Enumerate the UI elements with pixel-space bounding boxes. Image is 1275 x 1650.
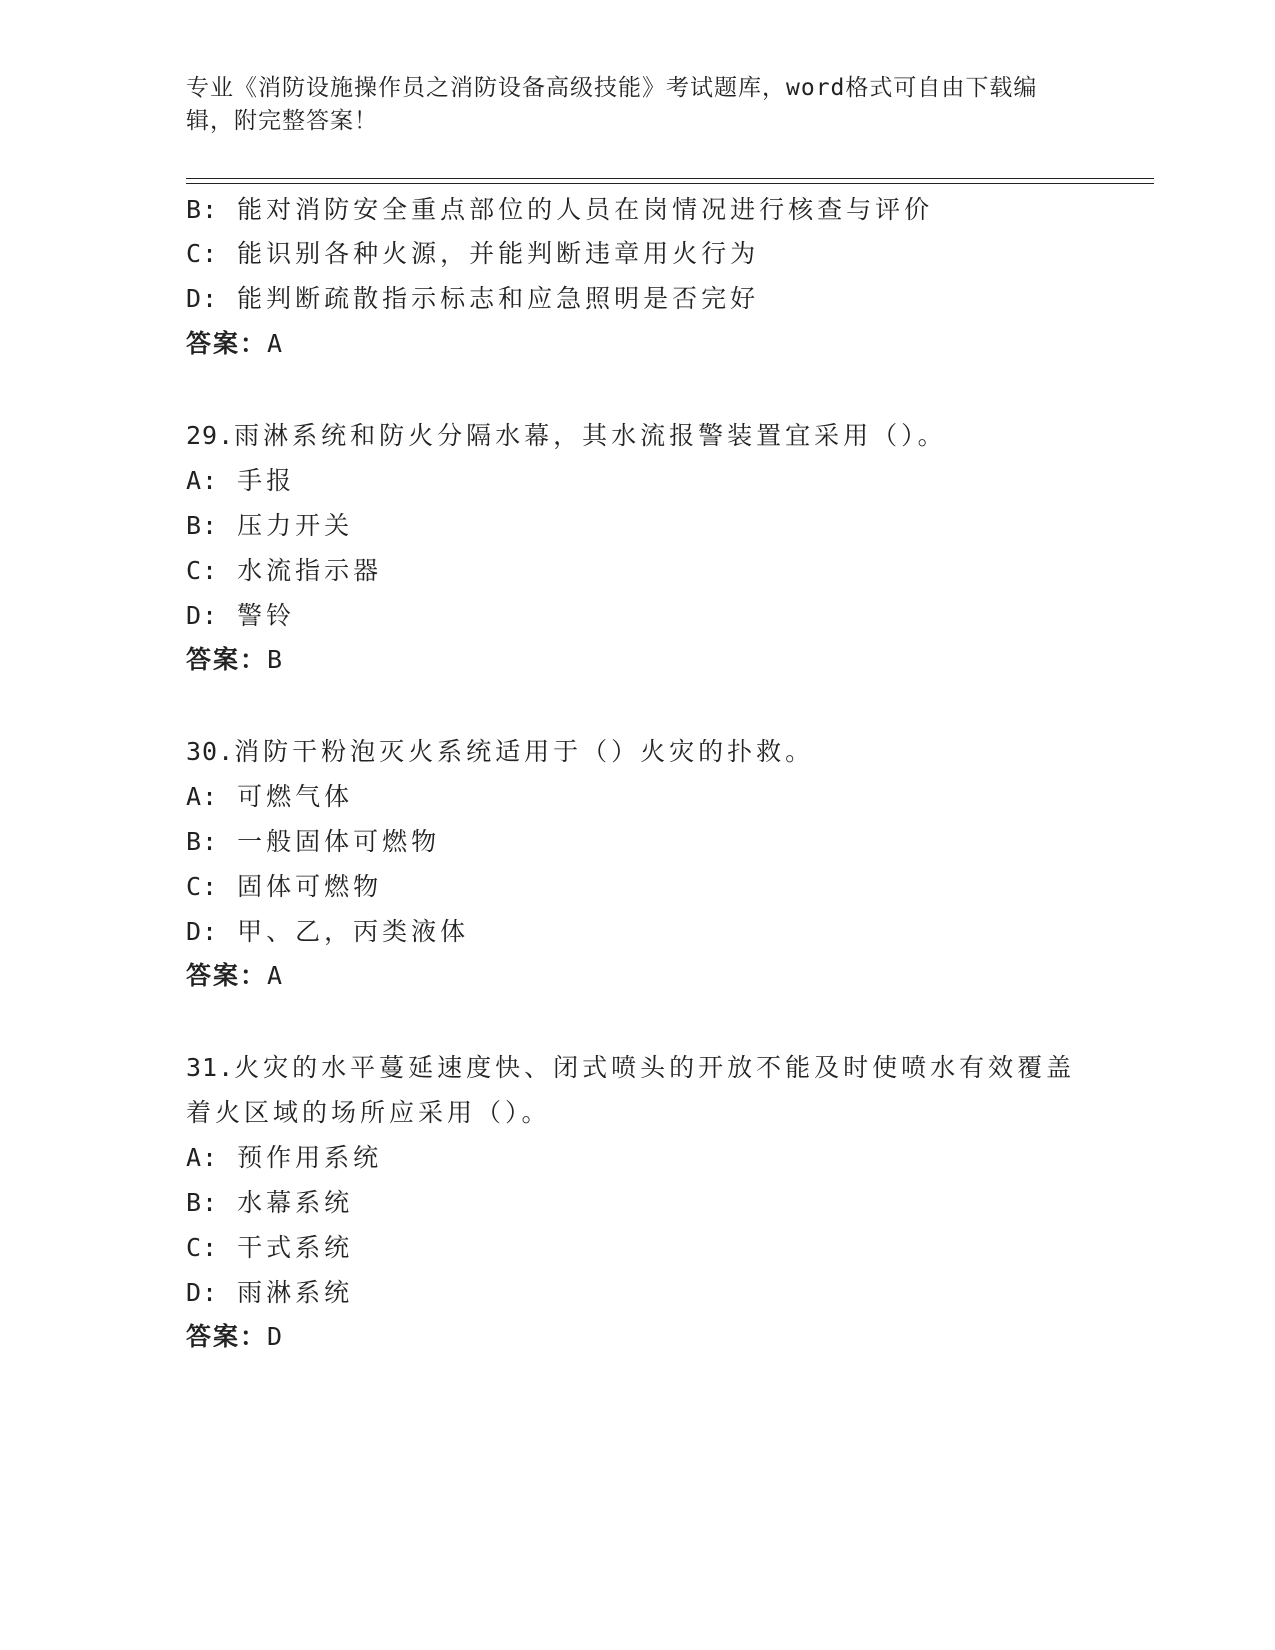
option-key: A: xyxy=(186,466,219,495)
option-key: C: xyxy=(186,872,219,901)
answer-line xyxy=(186,644,284,676)
question-text: 着火区域的场所应采用（）。 xyxy=(186,1098,551,1127)
option-text: 甲、乙，丙类液体 xyxy=(237,917,470,946)
option-key: B: xyxy=(186,511,219,540)
option-text: 压力开关 xyxy=(237,511,354,540)
option-text: 能识别各种火源，并能判断违章用火行为 xyxy=(237,239,760,268)
option-row xyxy=(186,826,440,858)
question-title xyxy=(186,736,814,768)
option-text: 手报 xyxy=(237,466,296,495)
option-row xyxy=(186,1142,382,1174)
answer-line xyxy=(186,328,284,360)
option-row xyxy=(186,194,933,226)
question-number: 29. xyxy=(186,421,235,450)
option-key: D: xyxy=(186,1278,219,1307)
option-text: 预作用系统 xyxy=(237,1143,383,1172)
option-text: 可燃气体 xyxy=(237,782,354,811)
answer-label: 答案： xyxy=(186,329,268,358)
option-row xyxy=(186,916,469,948)
answer-line xyxy=(186,1321,284,1353)
option-row xyxy=(186,555,382,587)
option-key: D: xyxy=(186,601,219,630)
option-text: 能对消防安全重点部位的人员在岗情况进行核查与评价 xyxy=(237,195,934,224)
option-key: C: xyxy=(186,1233,219,1262)
option-row xyxy=(186,510,353,542)
option-text: 水流指示器 xyxy=(237,556,383,585)
question-text-continuation xyxy=(186,1097,551,1129)
option-row xyxy=(186,871,382,903)
option-row xyxy=(186,781,353,813)
answer-label: 答案： xyxy=(186,645,268,674)
option-key: B: xyxy=(186,1188,219,1217)
question-number: 30. xyxy=(186,737,235,766)
option-row xyxy=(186,1232,353,1264)
option-key: D: xyxy=(186,917,219,946)
question-title xyxy=(186,420,947,452)
header-divider-bottom xyxy=(186,183,1154,184)
option-text: 一般固体可燃物 xyxy=(237,827,441,856)
option-key: A: xyxy=(186,1143,219,1172)
option-row xyxy=(186,238,759,270)
option-row xyxy=(186,465,295,497)
question-number: 31. xyxy=(186,1053,235,1082)
option-key: B: xyxy=(186,827,219,856)
option-key: D: xyxy=(186,284,219,313)
answer-value: B xyxy=(267,645,285,674)
question-title xyxy=(186,1052,1075,1084)
question-text: 火灾的水平蔓延速度快、闭式喷头的开放不能及时使喷水有效覆盖 xyxy=(234,1053,1076,1082)
answer-value: A xyxy=(267,961,285,990)
document-header: 专业《消防设施操作员之消防设备高级技能》考试题库，word格式可自由下载编辑，附完整答案！ xyxy=(186,75,1038,134)
option-text: 固体可燃物 xyxy=(237,872,383,901)
option-text: 水幕系统 xyxy=(237,1188,354,1217)
question-text: 消防干粉泡灭火系统适用于（）火灾的扑救。 xyxy=(234,737,815,766)
option-text: 警铃 xyxy=(237,601,296,630)
answer-line xyxy=(186,960,284,992)
option-key: B: xyxy=(186,195,219,224)
option-text: 雨淋系统 xyxy=(237,1278,354,1307)
option-text: 能判断疏散指示标志和应急照明是否完好 xyxy=(237,284,760,313)
answer-label: 答案： xyxy=(186,1322,268,1351)
option-row xyxy=(186,1277,353,1309)
answer-label: 答案： xyxy=(186,961,268,990)
option-key: C: xyxy=(186,556,219,585)
option-key: A: xyxy=(186,782,219,811)
option-row xyxy=(186,1187,353,1219)
header-divider-top xyxy=(186,178,1154,179)
option-key: C: xyxy=(186,239,219,268)
question-text: 雨淋系统和防火分隔水幕，其水流报警装置宜采用（）。 xyxy=(234,421,947,450)
answer-value: A xyxy=(267,329,285,358)
option-row xyxy=(186,283,759,315)
option-text: 干式系统 xyxy=(237,1233,354,1262)
option-row xyxy=(186,600,295,632)
answer-value: D xyxy=(267,1322,285,1351)
